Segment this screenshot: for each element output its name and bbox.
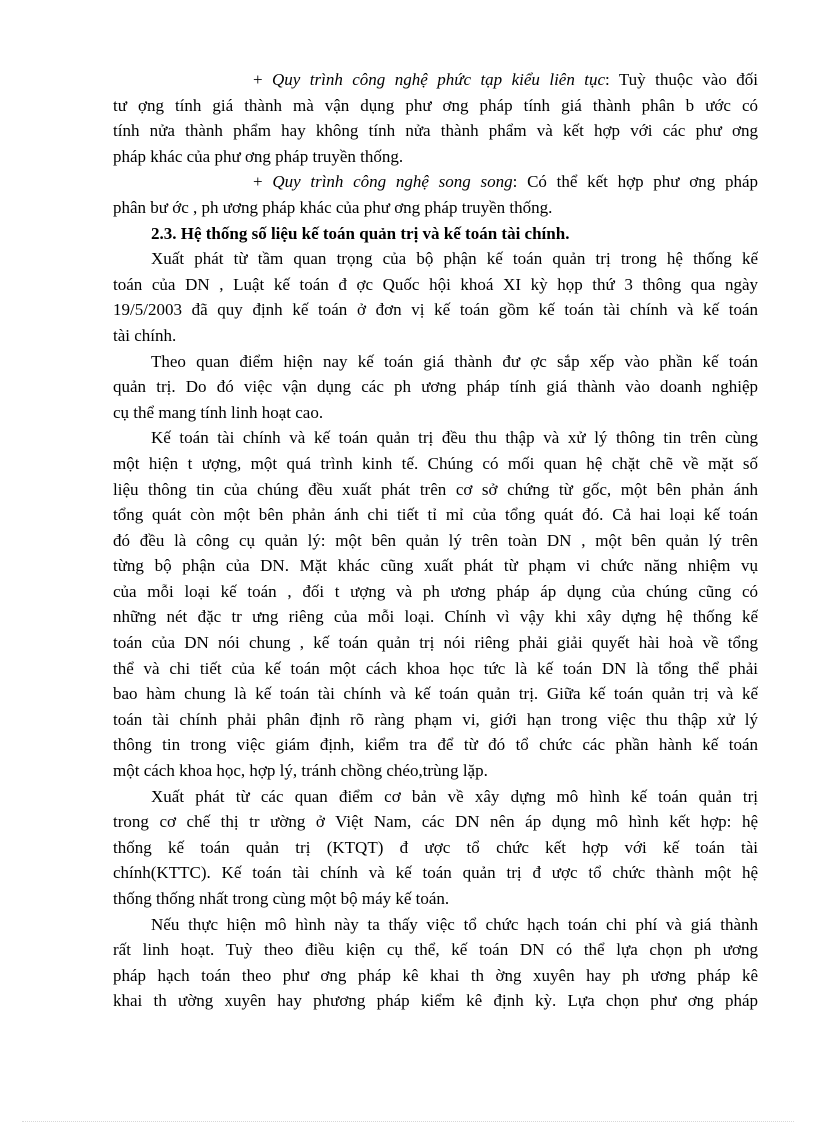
text-line [113, 169, 758, 195]
text-run: toán tài chính phải phân định rõ ràng phạm vi, giới hạn trong việc thu thập xử lý [113, 709, 758, 729]
text-run: khai th ường xuyên hay phương pháp kiểm kê định kỳ. Lựa chọn phư ơng pháp [113, 991, 758, 1011]
text-run: : Có thể kết hợp phư ơng pháp [512, 172, 758, 192]
text-run: Xuất phát từ các quan điểm cơ bản về xây dựng mô hình kế toán quản trị [151, 786, 758, 806]
text-run: từng bộ phận của DN. Mặt khác cũng xuất phát từ phạm vi chức năng nhiệm vụ [113, 556, 758, 576]
text-run: tư ợng tính giá thành mà vận dụng phư ơng pháp tính giá thành phân b ước có [113, 95, 758, 115]
text-run: Xuất phát từ tầm quan trọng của bộ phận kế toán quản trị trong hệ thống kế [151, 249, 758, 269]
text-run: chính(KTTC). Kế toán tài chính và kế toán quản trị đ ược tổ chức thành một hệ [113, 863, 758, 883]
text-run: tổng quát còn một bên phản ánh chi tiết tỉ mỉ của tổng quát đó. Cả hai loại kế toán [113, 505, 758, 525]
text-run: quản trị. Do đó việc vận dụng các ph ương pháp tính giá thành vào doanh nghiệp [113, 377, 758, 397]
text-run: 2.3. Hệ thống số liệu kế toán quản trị và kế toán tài chính. [151, 223, 570, 243]
text-run: rất linh hoạt. Tuỳ theo điều kiện cụ thể, kế toán DN có thể lựa chọn ph ương [113, 940, 758, 960]
text-line [113, 67, 758, 93]
text-line [113, 118, 758, 144]
text-line [113, 374, 758, 400]
text-line [113, 93, 758, 119]
text-line [113, 195, 758, 221]
text-line [113, 707, 758, 733]
text-line [113, 835, 758, 861]
text-line [113, 272, 758, 298]
text-run: cụ thể mang tính linh hoạt cao. [113, 402, 324, 422]
text-run: thống thống nhất trong cùng một bộ máy kế toán. [113, 889, 450, 908]
text-run: một cách khoa học, hợp lý, tránh chồng chéo,trùng lặp. [113, 761, 488, 781]
text-line [113, 758, 758, 784]
text-line [113, 886, 758, 912]
text-line [113, 297, 758, 323]
text-line [113, 400, 758, 426]
text-run: pháp hạch toán theo phư ơng pháp kê khai th ờng xuyên hay ph ương pháp kê [113, 965, 758, 985]
text-line [113, 988, 758, 1014]
text-line [113, 144, 758, 170]
page-bottom-rule [22, 1121, 794, 1122]
text-run: thông tin trong việc giám định, kiểm tra để từ đó tổ chức các phần hành kế toán [113, 735, 758, 755]
text-line [113, 425, 758, 451]
text-line [113, 221, 758, 247]
text-run: pháp khác của phư ơng pháp truyền thống. [113, 146, 404, 166]
text-run: thể và chi tiết của kế toán một cách khoa học tức là kế toán DN là tổng thể phải [113, 658, 758, 678]
text-run: thống kế toán quản trị (KTQT) đ ược tổ chức kết hợp với kế toán tài [113, 837, 758, 857]
text-line [113, 732, 758, 758]
text-run: + [253, 172, 273, 192]
text-run: liệu thông tin của chúng đều xuất phát trên cơ sở chứng từ gốc, một bên phản ánh [113, 479, 758, 499]
text-run: toán của DN , Luật kế toán đ ợc Quốc hội khoá XI kỳ họp thứ 3 thông qua ngày [113, 274, 758, 294]
text-line [113, 630, 758, 656]
text-line [113, 860, 758, 886]
text-run: phân bư ớc , ph ương pháp khác của phư ơng pháp truyền thống. [113, 197, 553, 217]
text-line [113, 784, 758, 810]
text-line [113, 528, 758, 554]
text-run: tài chính. [113, 325, 177, 345]
text-line [113, 553, 758, 579]
text-line [113, 323, 758, 349]
text-line [113, 809, 758, 835]
text-line [113, 963, 758, 989]
text-run: những nét đặc tr ưng riêng của mỗi loại. Chính vì vậy khi xây dựng hệ thống kế [113, 607, 758, 627]
text-run: toán của DN nói chung , kế toán quản trị nói riêng phải giải quyết hài hoà về tổng [113, 633, 758, 653]
text-run: tính nửa thành phẩm hay không tính nửa thành phẩm và kết hợp với các phư ơng [113, 121, 758, 141]
italic-text-run: Quy trình công nghệ song song [272, 172, 513, 192]
text-line [113, 477, 758, 503]
text-line [113, 604, 758, 630]
text-run: + [253, 70, 273, 89]
text-run: Theo quan điểm hiện nay kế toán giá thành đư ợc sắp xếp vào phần kế toán [151, 351, 758, 371]
text-run: một hiện t ượng, một quá trình kinh tế. Chúng có mối quan hệ chặt chẽ về mặt số [113, 453, 758, 473]
italic-text-run: Quy trình công nghệ phức tạp kiểu liên tục [272, 70, 606, 89]
text-run: Nếu thực hiện mô hình này ta thấy việc tổ chức hạch toán chi phí và giá thành [151, 914, 758, 934]
text-line [113, 681, 758, 707]
text-line [113, 502, 758, 528]
text-line [113, 937, 758, 963]
text-line [113, 912, 758, 938]
document-body [113, 67, 758, 1014]
text-line [113, 579, 758, 605]
text-line [113, 246, 758, 272]
text-run: đó đều là công cụ quản lý: một bên quản lý trên toàn DN , một bên quản lý trên [113, 530, 758, 550]
text-line [113, 656, 758, 682]
text-run: bao hàm chung là kế toán tài chính và kế toán quản trị. Giữa kế toán quản trị và kế [113, 684, 758, 704]
text-line [113, 451, 758, 477]
text-run: trong cơ chế thị tr ường ở Việt Nam, các DN nên áp dụng mô hình kết hợp: hệ [113, 812, 758, 832]
text-line [113, 349, 758, 375]
text-run: : Tuỳ thuộc vào đối [605, 70, 758, 89]
text-run: của mỗi loại kế toán , đối t ượng và ph ương pháp áp dụng của chúng cũng có [113, 581, 758, 601]
text-run: 19/5/2003 đã quy định kế toán ở đơn vị kế toán gồm kế toán tài chính và kế toán [113, 300, 758, 320]
text-run: Kế toán tài chính và kế toán quản trị đều thu thập và xử lý thông tin trên cùng [151, 428, 758, 448]
